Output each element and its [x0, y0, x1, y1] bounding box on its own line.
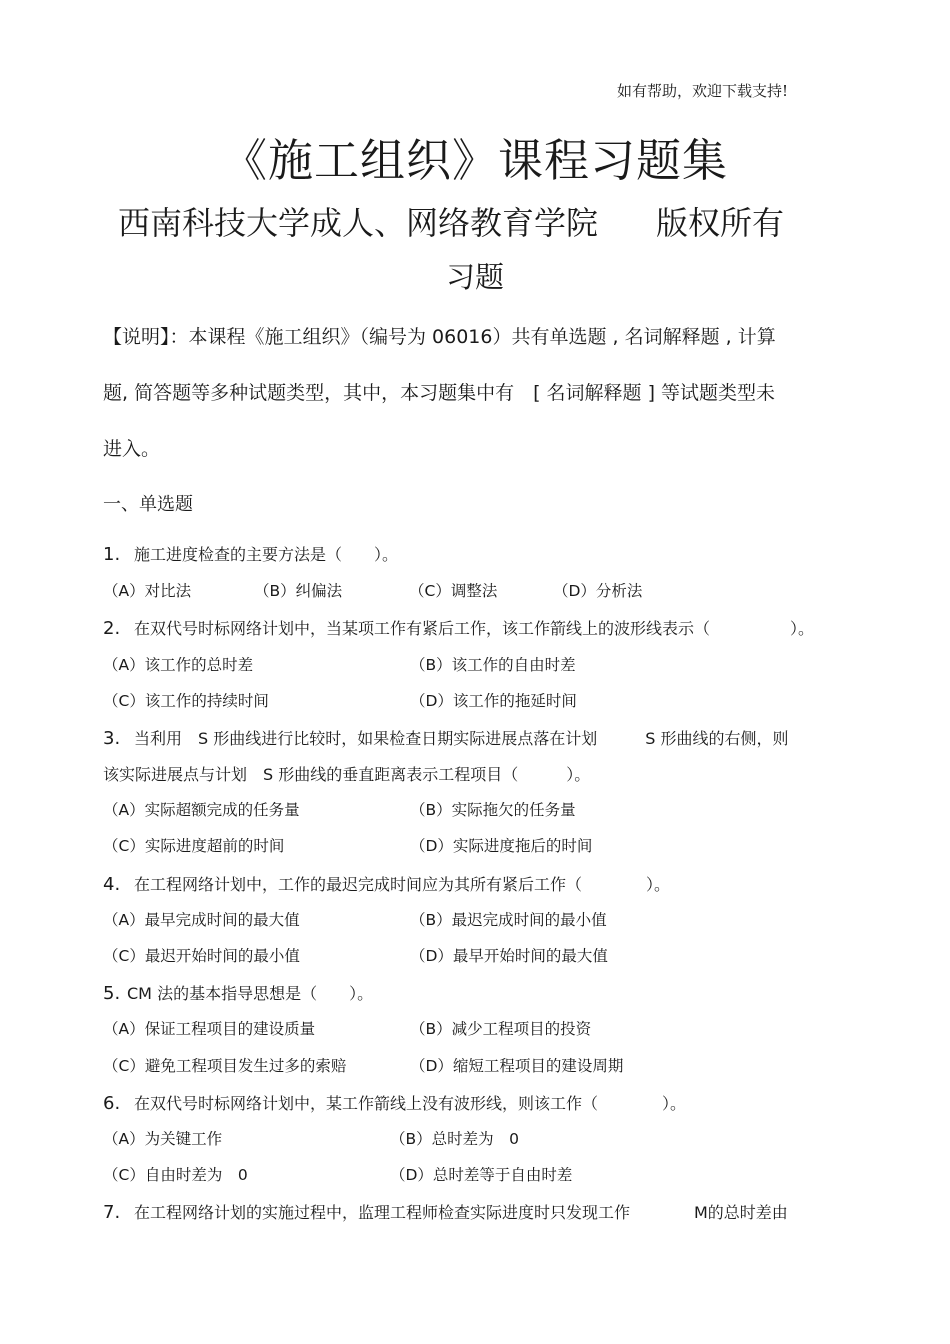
question-text: 在工程网络计划中，工作的最迟完成时间应为其所有紧后工作（ ）。 — [134, 875, 671, 894]
intro-line-2: 题, 简答题等多种试题类型，其中，本习题集中有 [ 名词解释题 ] 等试题类型未 — [103, 382, 776, 404]
copyright-notice: 版权所有 — [656, 204, 785, 242]
option-d: （D）缩短工程项目的建设周期 — [410, 1057, 624, 1075]
question-text: CM 法的基本指导思想是（ ）。 — [127, 984, 374, 1003]
option-c: （C）最迟开始时间的最小值 — [103, 947, 300, 965]
question-text: 当利用 S 形曲线进行比较时，如果检查日期实际进展点落在计划 S 形曲线的右侧，则 — [134, 729, 789, 748]
question-stem — [103, 616, 814, 639]
option-a: （A）保证工程项目的建设质量 — [103, 1020, 316, 1038]
question-stem — [103, 726, 789, 749]
option-b: （B）最迟完成时间的最小值 — [410, 911, 607, 929]
question-number: 5. — [103, 983, 121, 1004]
option-b: （B）总时差为 0 — [390, 1130, 519, 1148]
option-b: （B）实际拖欠的任务量 — [410, 801, 576, 819]
question-text: 在双代号时标网络计划中，某工作箭线上没有波形线，则该工作（ ）。 — [134, 1094, 687, 1113]
question-text: 施工进度检查的主要方法是（ ）。 — [134, 545, 399, 564]
option-c: （C）避免工程项目发生过多的索赔 — [103, 1057, 347, 1075]
option-d: （D）最早开始时间的最大值 — [410, 947, 608, 965]
option-a: （A）该工作的总时差 — [103, 656, 254, 674]
question-number: 7. — [103, 1202, 121, 1223]
question-text: 在工程网络计划的实施过程中，监理工程师检查实际进度时只发现工作 M的总时差由 — [134, 1203, 788, 1222]
document-title: 《施工组织》课程习题集 — [221, 134, 728, 187]
option-c: （C）自由时差为 0 — [103, 1166, 248, 1184]
question-stem — [103, 872, 670, 895]
header-note: 如有帮助，欢迎下载支持! — [617, 82, 789, 100]
option-d: （D）实际进度拖后的时间 — [410, 837, 593, 855]
option-c: （C）调整法 — [409, 582, 498, 600]
question-stem — [103, 1200, 788, 1223]
option-c: （C）该工作的持续时间 — [103, 692, 269, 710]
option-d: （D）分析法 — [553, 582, 643, 600]
option-b: （B）该工作的自由时差 — [410, 656, 576, 674]
question-number: 3. — [103, 728, 121, 749]
option-d: （D）该工作的拖延时间 — [410, 692, 577, 710]
document-subtitle — [118, 198, 784, 244]
section-heading: 习题 — [445, 260, 504, 294]
option-c: （C）实际进度超前的时间 — [103, 837, 285, 855]
question-stem — [103, 981, 373, 1004]
option-b: （B）纠偏法 — [254, 582, 343, 600]
option-b: （B）减少工程项目的投资 — [410, 1020, 592, 1038]
option-d: （D）总时差等于自由时差 — [390, 1166, 573, 1184]
question-text: 在双代号时标网络计划中，当某项工作有紧后工作，该工作箭线上的波形线表示（ ）。 — [134, 619, 815, 638]
question-number: 2. — [103, 618, 121, 639]
option-a: （A）对比法 — [103, 582, 192, 600]
question-number: 1. — [103, 544, 121, 565]
option-a: （A）实际超额完成的任务量 — [103, 801, 300, 819]
question-stem-continued: 该实际进展点与计划 S 形曲线的垂直距离表示工程项目（ ）。 — [103, 765, 591, 784]
question-number: 4. — [103, 874, 121, 895]
question-stem — [103, 542, 398, 565]
publisher-name: 西南科技大学成人、网络教育学院 — [118, 204, 599, 242]
option-a: （A）为关键工作 — [103, 1130, 223, 1148]
intro-line-3: 进入。 — [103, 438, 161, 460]
part-title: 一、单选题 — [103, 494, 193, 515]
option-a: （A）最早完成时间的最大值 — [103, 911, 300, 929]
question-stem — [103, 1091, 686, 1114]
question-number: 6. — [103, 1093, 121, 1114]
intro-line-1: 【说明】：本课程《施工组织》（编号为 06016）共有单选题 , 名词解释题 , 计算 — [103, 326, 776, 348]
